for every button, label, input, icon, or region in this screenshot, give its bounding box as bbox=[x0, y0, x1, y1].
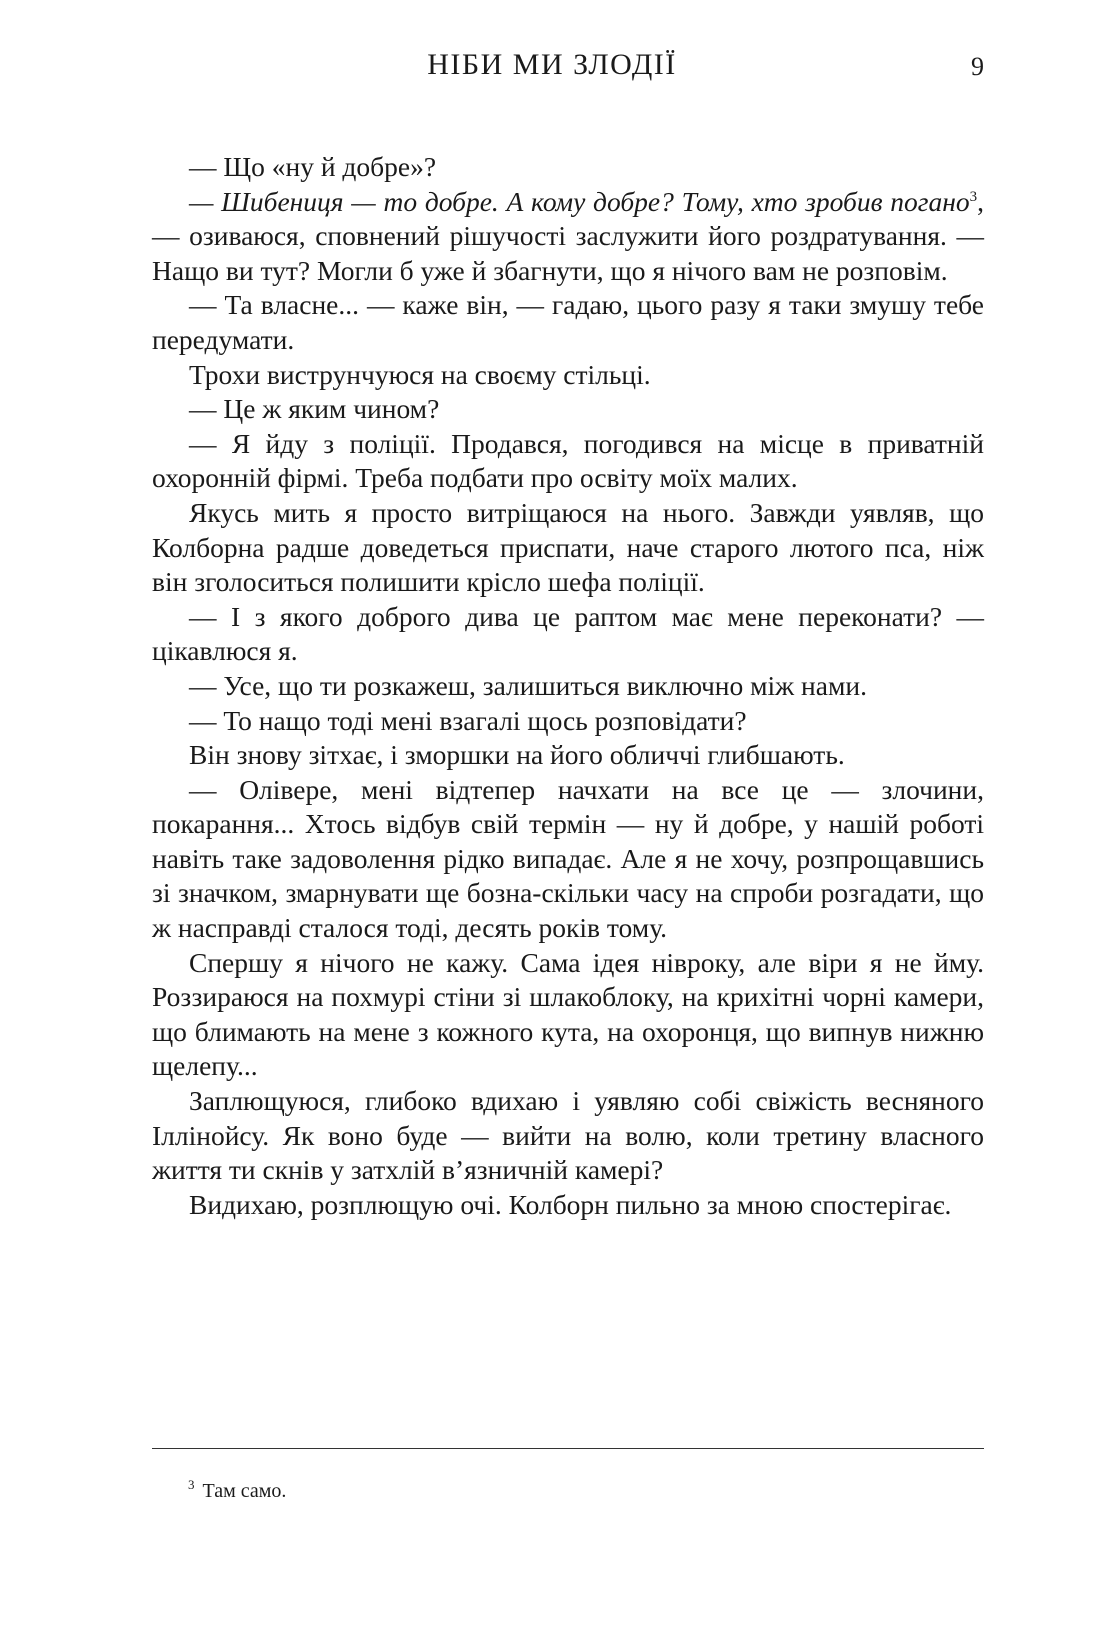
footnote-marker: 3 bbox=[188, 1477, 195, 1493]
footnote bbox=[188, 1478, 286, 1504]
paragraph: Він знову зітхає, і зморшки на його обличчі глибшають. bbox=[189, 739, 845, 771]
body-text bbox=[152, 150, 984, 1222]
running-title: НІБИ МИ ЗЛОДІЇ bbox=[427, 48, 677, 81]
footnote-divider bbox=[152, 1448, 984, 1449]
paragraph: — Шибениця — то добре. А кому добре? Тому, хто зробив погано$^3$, — озиваюся, сповнений рішучості заслужити його роздратування. — Нащо ви тут? Могли б уже й збагнути, що я нічого вам не розповім. bbox=[152, 185, 984, 286]
paragraph: — Усе, що ти розкажеш, залишиться виключно між нами. bbox=[189, 669, 867, 701]
footnote-text: Там само. bbox=[202, 1480, 287, 1502]
paragraph: — Я йду з поліції. Продався, погодився на місце в приватній охоронній фірмі. Треба подбати про освіту моїх малих. bbox=[152, 427, 984, 494]
paragraph: — І з якого доброго дива це раптом має мене переконати? — цікавлюся я. bbox=[152, 600, 984, 667]
paragraph: — Що «ну й добре»? bbox=[189, 151, 437, 182]
paragraph: Видихаю, розплющую очі. Колборн пильно за мною спостерігає. bbox=[189, 1188, 952, 1220]
paragraph: — То нащо тоді мені взагалі щось розповідати? bbox=[189, 704, 747, 736]
paragraph: Трохи виструнчуюся на своєму стільці. bbox=[189, 358, 651, 390]
paragraph: — Олівере, мені відтепер начхати на все це — злочини, покарання... Хтось відбув свій термін — ну й добре, у нашій роботі навіть таке задоволення рідко випадає. Але я не хочу, розпрощавшись зі значком, змарнувати ще бозна-скільки часу на спроби розгадати, що ж насправді сталося тоді, десять років тому. bbox=[152, 773, 984, 944]
paragraph: Спершу я нічого не кажу. Сама ідея нівроку, але віри я не йму. Роззираюся на похмурі стіни зі шлакоблоку, на крихітні чорні камери, що блимають на мене з кожного кута, на охоронця, що випнув нижню щелепу... bbox=[152, 946, 984, 1082]
paragraph: Якусь мить я просто витріщаюся на нього. Завжди уявляв, що Колборна радше доведеться приспати, наче старого лютого пса, ніж він зголоситься полишити крісло шефа поліції. bbox=[152, 496, 984, 598]
page-number: 9 bbox=[971, 52, 984, 81]
paragraph: Заплющуюся, глибоко вдихаю і уявляю собі свіжість весняного Іллінойсу. Як воно буде — вийти на волю, коли третину власного життя ти скнів у затхлій в’язничній камері? bbox=[152, 1085, 984, 1186]
paragraph: — Та власне... — каже він, — гадаю, цього разу я таки змушу тебе передумати. bbox=[152, 289, 984, 355]
running-head bbox=[152, 48, 984, 92]
paragraph: — Це ж яким чином? bbox=[189, 393, 440, 425]
